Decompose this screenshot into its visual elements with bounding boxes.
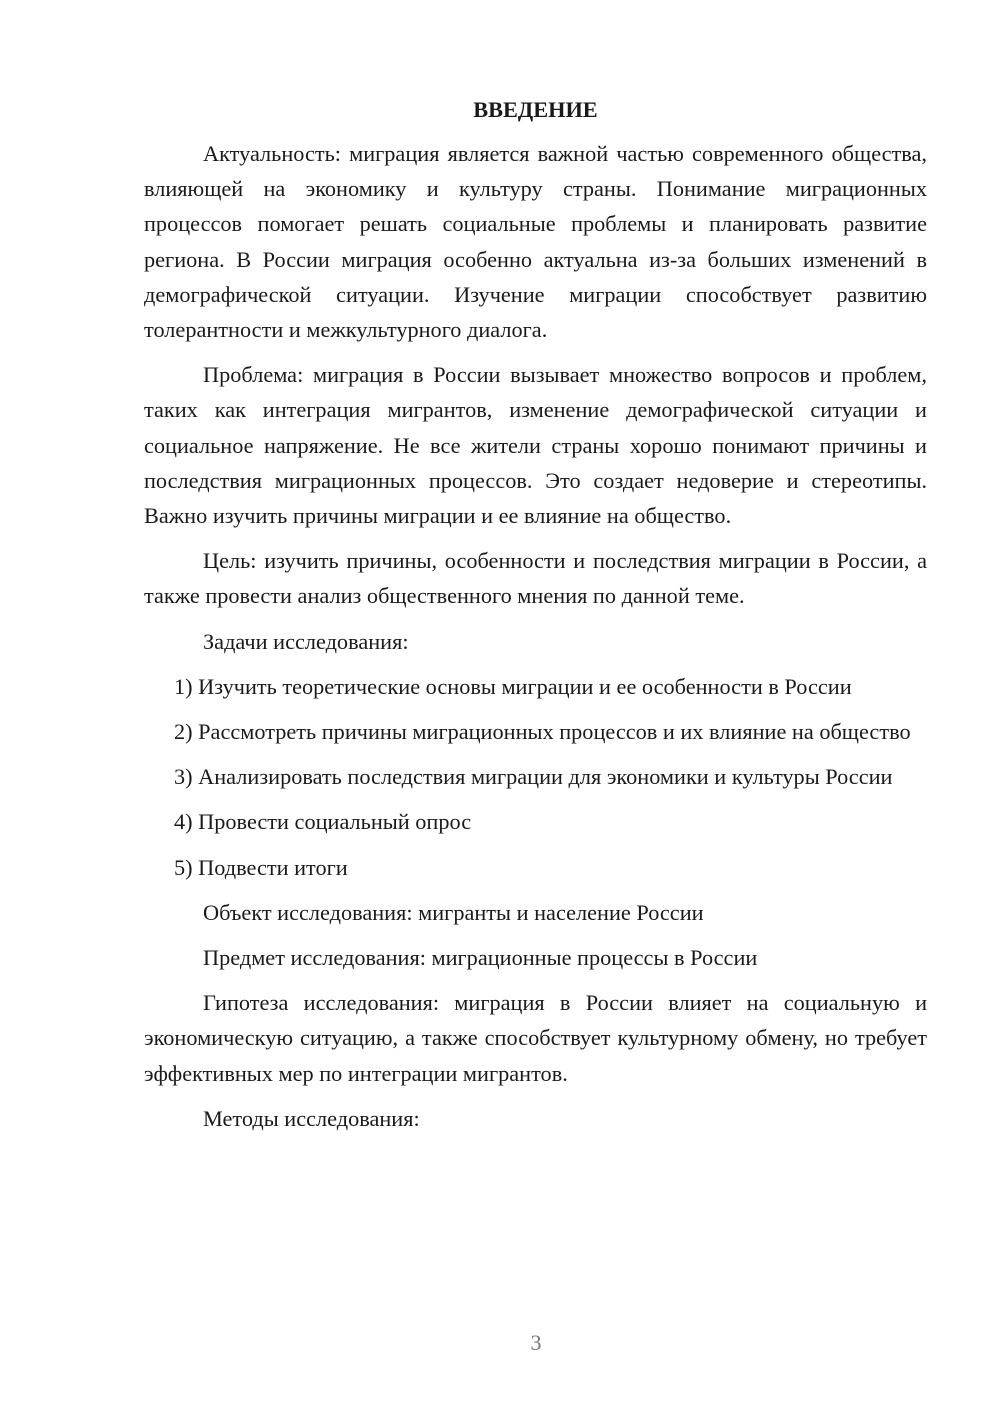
goal-paragraph: Цель: изучить причины, особенности и последствия миграции в России, а также провести анализ общественного мнения по данной теме.: [144, 548, 927, 609]
tasks-list: [144, 669, 927, 885]
tasks-title: Задачи исследования:: [203, 628, 409, 654]
task-item: 2) Рассмотреть причины миграционных процессов и их влияние на общество: [174, 719, 911, 745]
methods-title: Методы исследования:: [203, 1105, 420, 1131]
task-item: 3) Анализировать последствия миграции для экономики и культуры России: [174, 764, 893, 790]
page-title: ВВЕДЕНИЕ: [473, 97, 598, 122]
relevance-paragraph: Актуальность: миграция является важной частью современного общества, влияющей на экономику и культуру страны. Понимание миграционных процессов помогает решать социальные проблемы и планировать развитие региона. В России миграция особенно актуальна из-за больших изменений в демографической ситуации. Изучение миграции способствует развитию толерантности и межкультурного диалога.: [144, 141, 927, 343]
task-item: 1) Изучить теоретические основы миграции и ее особенности в России: [174, 673, 852, 699]
problem-paragraph: Проблема: миграция в России вызывает множество вопросов и проблем, таких как интеграция мигрантов, изменение демографической ситуации и социальное напряжение. Не все жители страны хорошо понимают причины и последствия миграционных процессов. Это создает недоверие и стереотипы. Важно изучить причины миграции и ее влияние на общество.: [144, 362, 927, 529]
task-item: 5) Подвести итоги: [174, 854, 348, 880]
page-number: 3: [530, 1330, 542, 1355]
hypothesis-paragraph: Гипотеза исследования: миграция в России влияет на социальную и экономическую ситуацию, а также способствует культурному обмену, но требует эффективных мер по интеграции мигрантов.: [144, 990, 927, 1086]
object-paragraph: Объект исследования: мигранты и население России: [203, 899, 704, 925]
document-body: [144, 92, 927, 1146]
task-item: 4) Провести социальный опрос: [174, 809, 472, 835]
subject-paragraph: Предмет исследования: миграционные процессы в России: [203, 945, 758, 971]
